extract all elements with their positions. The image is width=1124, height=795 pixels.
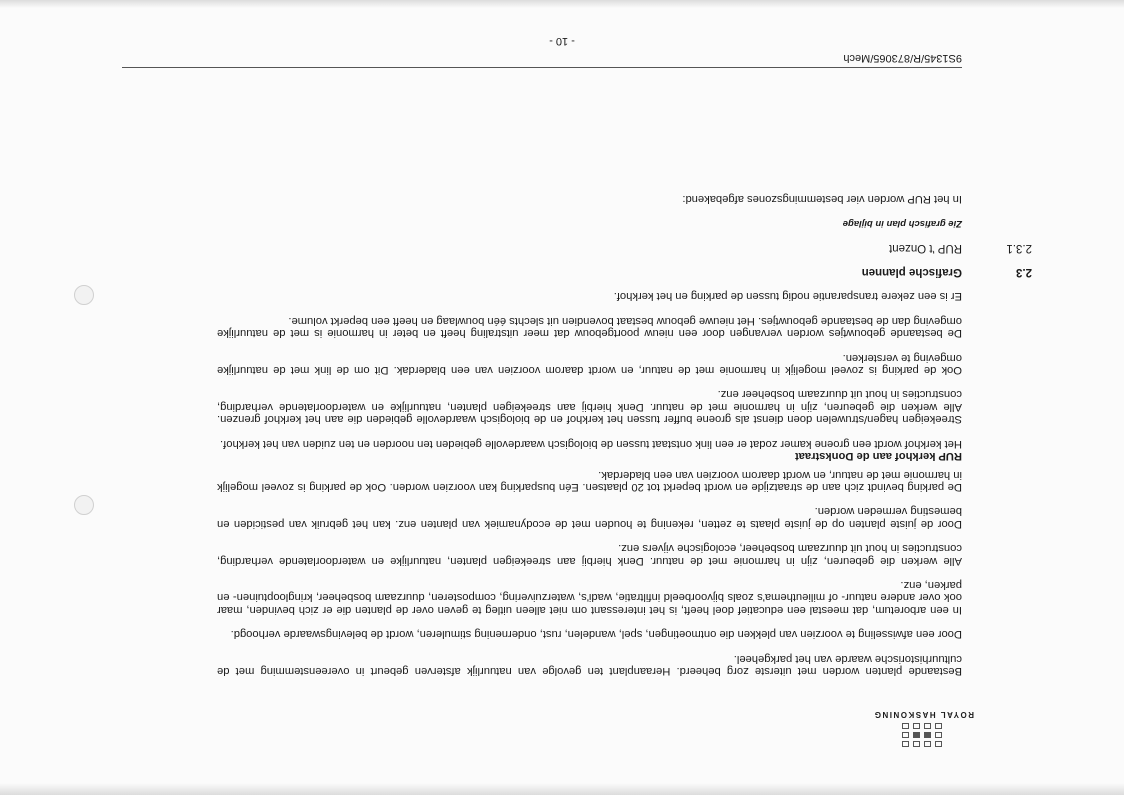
paragraph: Het kerkhof wordt een groene kamer zodat er een link ontstaat tussen de biologisch waardevolle gebieden ten noorden en ten zuiden van het kerkhof.: [220, 437, 962, 450]
paragraph: In een arboretum, dat meestal een educatief doel heeft, is het interessant om niet alleen uitleg te geven over de planten die er zich bevinden, maar ook over andere natuur- of milieuthema's zoals bijvoorbeeld infiltratie, wadi's, waterzuivering, composteren, duurzaam bosbeheer, kringlooptuinen- en parken, enz.: [217, 578, 962, 616]
section-title: Grafische plannen: [861, 266, 962, 279]
logo-mark-icon: [854, 723, 942, 747]
punch-hole-mark: [74, 285, 94, 305]
document-code: 9S1345/R/873065/Mech: [843, 52, 962, 64]
royal-haskoning-logo: [854, 710, 974, 747]
paragraph: Alle werken die gebeuren, zijn in harmonie met de natuur. Denk hierbij aan streekeigen planten, natuurlijke en waterdoorlatende verharding, constructies in hout uit duurzaam bosbeheer, ecologische vijvers enz.: [217, 542, 962, 567]
graphic-plan-note: Zie grafisch plan in bijlage: [842, 218, 962, 230]
footer-divider: [122, 67, 962, 68]
scan-edge-bottom: [0, 0, 1124, 8]
subsection-number: 2.3.1: [1006, 241, 1032, 254]
logo-text: ROYAL HASKONING: [873, 710, 974, 719]
subheading-rup-kerkhof: RUP kerkhof aan de Donkstraat: [794, 450, 962, 463]
section-heading: [217, 266, 1032, 279]
body-text: [217, 192, 1032, 677]
paragraph: Door een afwisseling te voorzien van plekken die ontmoetingen, spel, wandelen, rust, ondernening stimuleren, wordt de belevingswaarde verhoogd.: [230, 628, 962, 641]
page-number: - 10 -: [549, 35, 575, 47]
paragraph: Ook de parking is zoveel mogelijk in harmonie met de natuur, en wordt daarom voorzien van een bladerdak. Dit om de link met de natuurlijke omgeving te versterken.: [217, 351, 962, 377]
paragraph: De parking bevindt zich aan de straatzijde en wordt beperkt tot 20 plaatsen. Eén busparking kan voorzien worden. Ook de parking is zoveel mogelijk in harmonie met de natuur, en wordt daarom voorzien van een bladerdak.: [217, 468, 962, 493]
scan-edge-top: [0, 783, 1124, 795]
section-number: 2.3: [1016, 266, 1032, 279]
paragraph: Door de juiste planten op de juiste plaats te zetten, rekening te houden met de ecodynamiek van planten enz. kan het gebruik van pesticiden en bemesting vermeden worden.: [217, 505, 962, 530]
paragraph: In het RUP worden vier bestemmingszones afgebakend:: [682, 192, 962, 205]
paragraph: Er is een zekere transparantie nodig tussen de parking en het kerkhof.: [613, 290, 962, 303]
subsection-title: RUP 't Onzent: [889, 241, 962, 254]
punch-hole-mark: [74, 495, 94, 515]
subsection-heading: [217, 241, 1032, 254]
paragraph: Streekeigen hagen/struwelen doen dienst als groene buffer tussen het kerkhof en de biologisch waardevolle gebieden die aan het kerkhof grenzen. Alle werken die gebeuren, zijn in harmonie met de natuur. Denk hierbij aan streekeigen planten, natuurlijke en waterdoorlatende verharding, constructies in hout uit duurzaam bosbeheer enz.: [217, 388, 962, 426]
paragraph: De bestaande gebouwtjes worden vervangen door een nieuw poortgebouw dat meer uitstraling heeft en beter in harmonie is met de natuurlijke omgeving dan de bestaande gebouwtjes. Het nieuwe gebouw bestaat bovendien uit slechts één bouwlaag en heeft een beperkt volume.: [217, 314, 962, 340]
paragraph: Bestaande planten worden met uiterste zorg beheerd. Heraanplant ten gevolge van natuurlijk afsterven gebeurt in overeenstemming met de cultuurhistorische waarde van het parkgeheel.: [217, 652, 962, 677]
